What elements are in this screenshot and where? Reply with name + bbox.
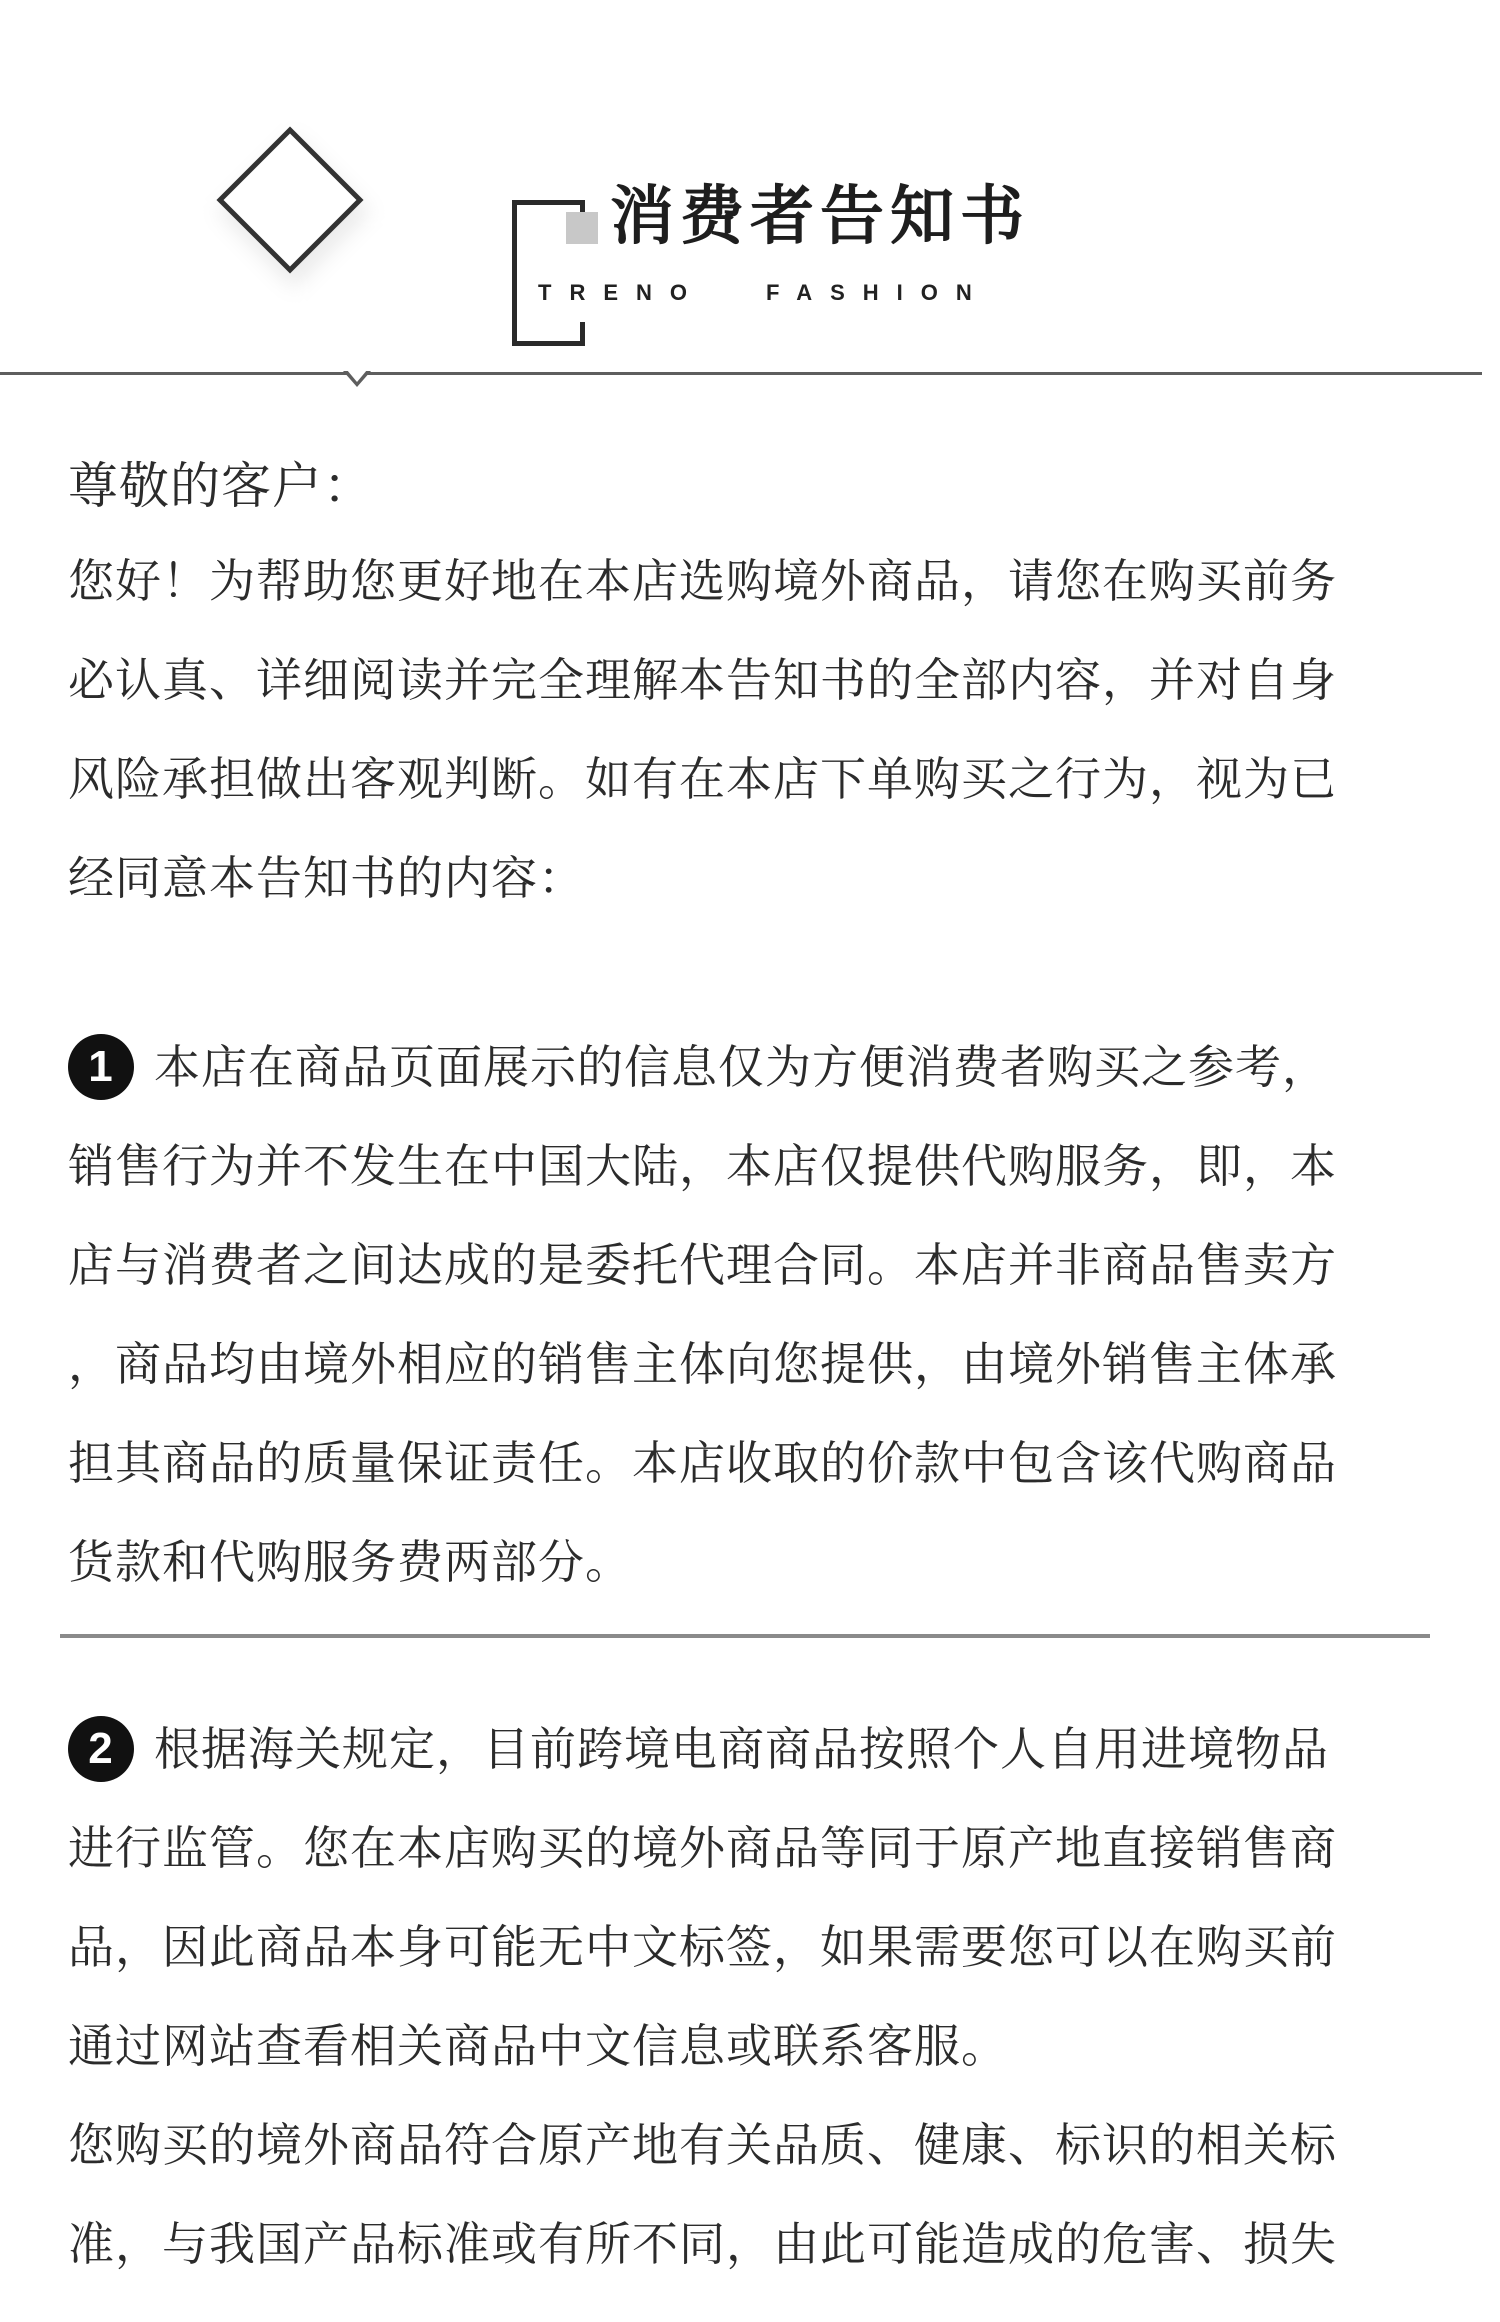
section2-line: 通过网站查看相关商品中文信息或联系客服。 (68, 2019, 1008, 2073)
diamond-outline-icon (216, 126, 363, 273)
section1-line: ，商品均由境外相应的销售主体向您提供，由境外销售主体承 (68, 1337, 1337, 1391)
section2-line: 进行监管。您在本店购买的境外商品等同于原产地直接销售商 (68, 1821, 1337, 1875)
section1-line: 本店在商品页面展示的信息仅为方便消费者购买之参考， (154, 1040, 1329, 1094)
section2-line: 准，与我国产品标准或有所不同，由此可能造成的危害、损失 (68, 2217, 1337, 2271)
section-divider (60, 1634, 1430, 1638)
section2-line: 品，因此商品本身可能无中文标签，如果需要您可以在购买前 (68, 1920, 1337, 1974)
spacer (68, 928, 1408, 1018)
section1-line: 担其商品的质量保证责任。本店收取的价款中包含该代购商品 (68, 1436, 1337, 1490)
intro-line: 必认真、详细阅读并完全理解本告知书的全部内容，并对自身 (68, 653, 1337, 707)
header-divider-notch-inner (347, 370, 367, 382)
brand-subtitle-left: TRENO (538, 280, 705, 305)
page-title: 消费者告知书 (610, 180, 1030, 254)
intro-line: 您好！为帮助您更好地在本店选购境外商品，请您在购买前务 (68, 554, 1337, 608)
section2-line: 您购买的境外商品符合原产地有关品质、健康、标识的相关标 (68, 2118, 1337, 2172)
diamond-decoration (200, 110, 380, 290)
section1-line: 店与消费者之间达成的是委托代理合同。本店并非商品售卖方 (68, 1238, 1337, 1292)
section1-line: 货款和代购服务费两部分。 (68, 1535, 632, 1589)
section2-content (68, 1700, 1408, 2294)
section2-first-line (68, 1700, 1408, 1799)
greeting: 尊敬的客户： (68, 457, 374, 515)
intro-line: 风险承担做出客观判断。如有在本店下单购买之行为，视为已 (68, 752, 1337, 806)
section2-line: 根据海关规定，目前跨境电商商品按照个人自用进境物品 (154, 1722, 1329, 1776)
number-one-badge: 1 (68, 1034, 134, 1100)
intro-line: 经同意本告知书的内容： (68, 851, 585, 905)
title-square-icon (566, 212, 598, 244)
bracket-hook-bottom (580, 322, 585, 346)
number-two-badge: 2 (68, 1716, 134, 1782)
section1-first-line (68, 1018, 1408, 1117)
brand-subtitle-right: FASHION (766, 280, 990, 305)
section1-line: 销售行为并不发生在中国大陆，本店仅提供代购服务，即，本 (68, 1139, 1337, 1193)
notice-header (0, 0, 1500, 400)
notice-content (68, 440, 1408, 1612)
header-divider (0, 372, 1482, 375)
